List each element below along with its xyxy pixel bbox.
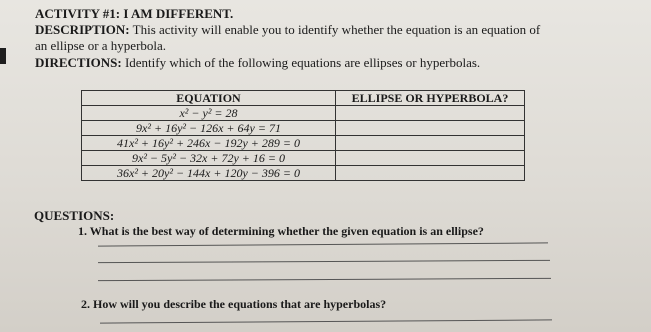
page-edge-mark — [0, 48, 6, 58]
directions-text: Identify which of the following equations are ellipses or hyperbolas. — [121, 55, 481, 70]
directions-line — [35, 55, 480, 70]
activity-title: ACTIVITY #1: I AM DIFFERENT. — [35, 6, 234, 21]
equation-cell: 9x² − 5y² − 32x + 72y + 16 = 0 — [82, 151, 336, 166]
description-line — [35, 22, 540, 37]
answer-cell[interactable] — [336, 151, 525, 166]
table-row — [82, 166, 525, 181]
question-2: 2. How will you describe the equations that are hyperbolas? — [81, 297, 387, 311]
answer-cell[interactable] — [336, 106, 525, 121]
description-label: DESCRIPTION: — [35, 22, 130, 37]
equation-cell: x² − y² = 28 — [82, 106, 336, 121]
equation-column-header: EQUATION — [82, 91, 336, 106]
table-row — [82, 151, 525, 166]
question-1: 1. What is the best way of determining whether the given equation is an ellipse? — [78, 224, 484, 238]
table-row — [82, 121, 525, 136]
equation-cell: 41x² + 16y² + 246x − 192y + 289 = 0 — [82, 136, 336, 151]
answer-line[interactable] — [98, 278, 551, 281]
table-header-row — [82, 91, 525, 106]
page-edge-mark — [0, 58, 6, 64]
description-text: This activity will enable you to identify whether the equation is an equation of — [129, 22, 541, 37]
answer-cell[interactable] — [336, 166, 525, 181]
equation-table — [81, 90, 525, 181]
answer-cell[interactable] — [336, 121, 525, 136]
directions-label: DIRECTIONS: — [35, 55, 122, 70]
answer-line[interactable] — [100, 319, 552, 323]
answer-column-header: ELLIPSE OR HYPERBOLA? — [336, 91, 525, 106]
equation-cell: 36x² + 20y² − 144x + 120y − 396 = 0 — [82, 166, 336, 181]
answer-line[interactable] — [98, 260, 550, 263]
description-continuation: an ellipse or a hyperbola. — [35, 38, 167, 53]
equation-cell: 9x² + 16y² − 126x + 64y = 71 — [82, 121, 336, 136]
answer-cell[interactable] — [336, 136, 525, 151]
questions-heading: QUESTIONS: — [34, 208, 115, 223]
table-row — [82, 136, 525, 151]
answer-line[interactable] — [98, 242, 548, 246]
table-row — [82, 106, 525, 121]
